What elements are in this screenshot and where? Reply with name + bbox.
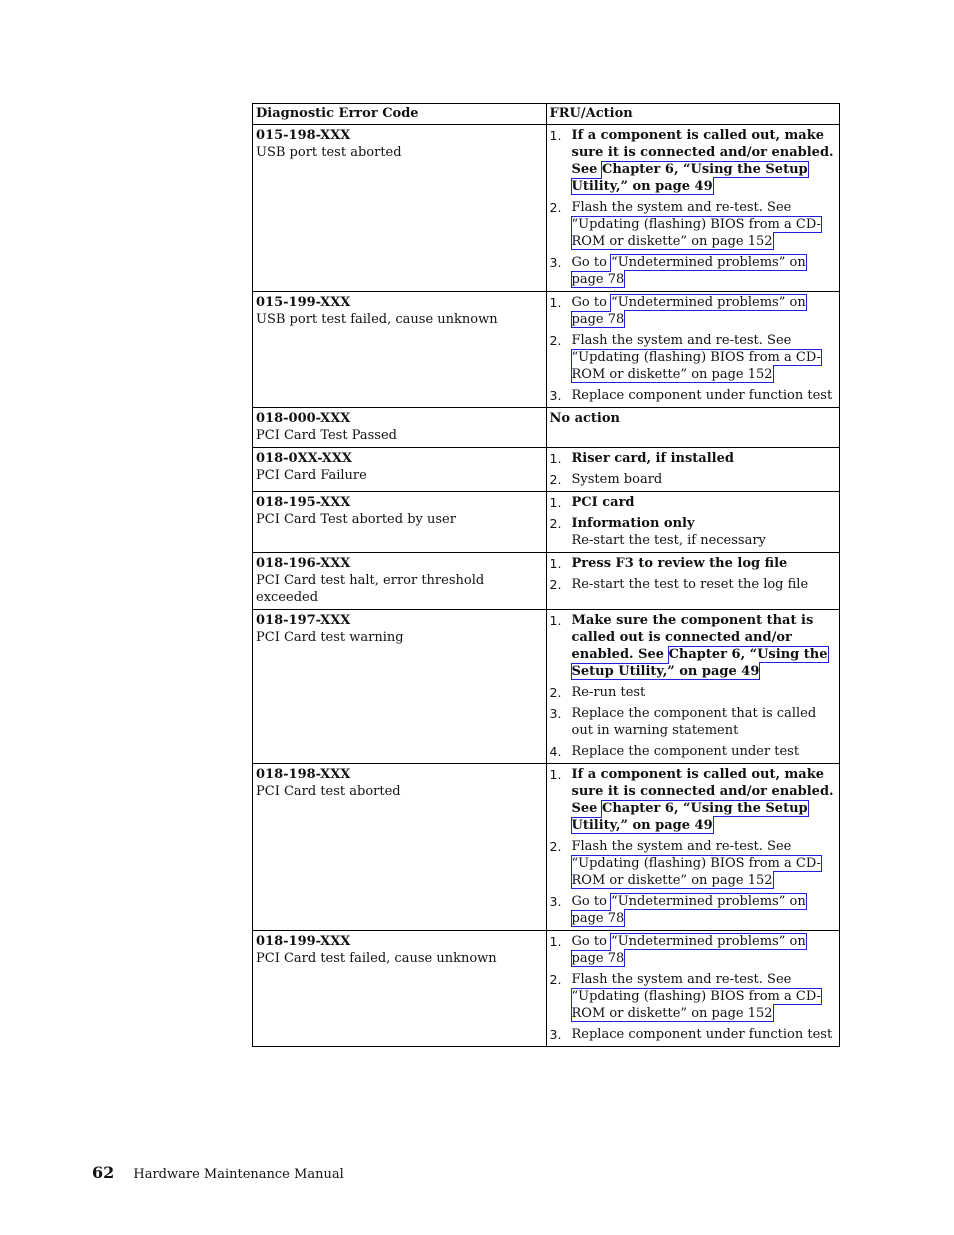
step-number: 2. — [549, 577, 562, 592]
fru-action-cell — [546, 448, 840, 492]
error-code-cell — [253, 125, 547, 292]
step-text: Re-start the test to reset the log file — [571, 577, 809, 592]
step-number: 1. — [549, 451, 562, 466]
step-number: 3. — [549, 1027, 562, 1042]
error-description: USB port test aborted — [256, 145, 402, 160]
cross-reference-link[interactable]: Chapter 6, “Using the Setup Utility,” on page 49 — [571, 647, 828, 679]
step-body — [572, 471, 837, 488]
fru-action-cell — [546, 492, 840, 553]
step-text: If a component is called out, make sure it is connected and/or enabled. See — [571, 128, 834, 177]
step-number: 1. — [549, 934, 562, 949]
step-text: Flash the system and re-test. See — [571, 333, 792, 348]
action-step — [550, 494, 837, 511]
step-text: Re-run test — [571, 685, 646, 700]
step-body — [572, 1026, 837, 1043]
table-row — [253, 448, 840, 492]
table-row — [253, 931, 840, 1047]
header-fru-action: FRU/Action — [546, 104, 840, 125]
step-body — [572, 199, 837, 250]
cross-reference-link[interactable]: “Undetermined problems” on page 78 — [571, 295, 806, 327]
action-step — [550, 766, 837, 834]
step-number: 1. — [549, 295, 562, 310]
step-number: 2. — [549, 972, 562, 987]
step-number: 1. — [549, 495, 562, 510]
error-code: 018-197-XXX — [256, 613, 351, 628]
action-steps-list — [550, 127, 837, 288]
step-number: 1. — [549, 556, 562, 571]
step-text: Flash the system and re-test. See — [571, 839, 792, 854]
action-step — [550, 893, 837, 927]
error-code-cell — [253, 553, 547, 610]
action-steps-list — [550, 933, 837, 1043]
step-body — [572, 332, 837, 383]
step-number: 2. — [549, 200, 562, 215]
table-row — [253, 553, 840, 610]
step-number: 1. — [549, 613, 562, 628]
step-body — [572, 387, 837, 404]
error-description: PCI Card test aborted — [256, 784, 401, 799]
action-steps-list — [550, 612, 837, 760]
step-number: 2. — [549, 839, 562, 854]
error-code-cell — [253, 408, 547, 448]
error-code-cell — [253, 292, 547, 408]
action-step — [550, 684, 837, 701]
table-row — [253, 125, 840, 292]
action-steps-list — [550, 450, 837, 488]
step-body — [572, 766, 837, 834]
step-text: Flash the system and re-test. See — [571, 200, 792, 215]
step-text: If a component is called out, make sure it is connected and/or enabled. See — [571, 767, 834, 816]
action-step — [550, 515, 837, 549]
table-row — [253, 492, 840, 553]
error-code: 015-198-XXX — [256, 128, 351, 143]
step-number: 2. — [549, 516, 562, 531]
error-code-cell — [253, 610, 547, 764]
step-number: 1. — [549, 128, 562, 143]
step-text: Go to — [571, 894, 607, 909]
action-step — [550, 254, 837, 288]
fru-action-cell — [546, 553, 840, 610]
action-step — [550, 576, 837, 593]
action-step — [550, 450, 837, 467]
step-body — [572, 515, 837, 549]
error-code: 018-198-XXX — [256, 767, 351, 782]
action-step — [550, 555, 837, 572]
cross-reference-link[interactable]: “Undetermined problems” on page 78 — [571, 934, 806, 966]
error-code-cell — [253, 492, 547, 553]
action-step — [550, 1026, 837, 1043]
action-steps-list — [550, 766, 837, 927]
error-code: 018-000-XXX — [256, 411, 351, 426]
action-steps-list — [550, 494, 837, 549]
step-number: 3. — [549, 894, 562, 909]
action-step — [550, 332, 837, 383]
step-body — [572, 450, 837, 467]
step-text: Go to — [571, 255, 607, 270]
fru-action-cell — [546, 408, 840, 448]
step-body — [572, 254, 837, 288]
step-subtext: Re-start the test, if necessary — [571, 533, 766, 548]
step-text: Go to — [571, 295, 607, 310]
header-error-code: Diagnostic Error Code — [253, 104, 547, 125]
fru-action-cell — [546, 610, 840, 764]
error-code: 018-0XX-XXX — [256, 451, 352, 466]
error-description: PCI Card Test Passed — [256, 428, 397, 443]
error-description: PCI Card test warning — [256, 630, 404, 645]
action-step — [550, 933, 837, 967]
error-code: 018-195-XXX — [256, 495, 351, 510]
fru-action-cell — [546, 931, 840, 1047]
step-text: Press F3 to review the log file — [571, 556, 788, 571]
step-number: 1. — [549, 767, 562, 782]
cross-reference-link[interactable]: “Updating (flashing) BIOS from a CD-ROM or diskette” on page 152 — [571, 350, 821, 382]
cross-reference-link[interactable]: “Undetermined problems” on page 78 — [571, 255, 806, 287]
step-text: Riser card, if installed — [571, 451, 734, 466]
action-step — [550, 838, 837, 889]
step-number: 2. — [549, 685, 562, 700]
step-text: Replace the component under test — [571, 744, 800, 759]
table-row — [253, 292, 840, 408]
step-text: Replace the component that is called out in warning statement — [571, 706, 817, 738]
action-step — [550, 387, 837, 404]
step-body — [572, 893, 837, 927]
error-code: 018-196-XXX — [256, 556, 351, 571]
cross-reference-link[interactable]: “Updating (flashing) BIOS from a CD-ROM or diskette” on page 152 — [571, 989, 821, 1021]
step-text: Make sure the component that is called out is connected and/or enabled. See — [571, 613, 814, 662]
step-number: 3. — [549, 388, 562, 403]
step-body — [572, 127, 837, 195]
step-text: Replace component under function test — [571, 1027, 833, 1042]
step-number: 3. — [549, 255, 562, 270]
error-description: USB port test failed, cause unknown — [256, 312, 498, 327]
step-text: Go to — [571, 934, 607, 949]
step-body — [572, 743, 837, 760]
fru-action-cell — [546, 292, 840, 408]
error-code-cell — [253, 448, 547, 492]
fru-action-cell — [546, 764, 840, 931]
step-body — [572, 494, 837, 511]
cross-reference-link[interactable]: “Updating (flashing) BIOS from a CD-ROM or diskette” on page 152 — [571, 217, 821, 249]
step-body — [572, 684, 837, 701]
action-steps-list — [550, 555, 837, 593]
error-code: 015-199-XXX — [256, 295, 351, 310]
table-row — [253, 408, 840, 448]
step-body — [572, 971, 837, 1022]
action-step — [550, 705, 837, 739]
step-body — [572, 576, 837, 593]
table-row — [253, 764, 840, 931]
error-description: PCI Card Failure — [256, 468, 367, 483]
page-footer — [92, 1163, 344, 1182]
error-description: PCI Card Test aborted by user — [256, 512, 456, 527]
step-body — [572, 838, 837, 889]
step-body — [572, 933, 837, 967]
error-code-cell — [253, 931, 547, 1047]
action-step — [550, 612, 837, 680]
error-code-cell — [253, 764, 547, 931]
step-number: 4. — [549, 744, 562, 759]
error-description: PCI Card test halt, error threshold exceeded — [256, 573, 485, 605]
table-body — [253, 125, 840, 1047]
action-text: No action — [549, 411, 620, 426]
action-steps-list — [550, 294, 837, 404]
fru-action-cell — [546, 125, 840, 292]
action-step — [550, 294, 837, 328]
step-text: Replace component under function test — [571, 388, 833, 403]
step-text: Flash the system and re-test. See — [571, 972, 792, 987]
action-step — [550, 127, 837, 195]
action-step — [550, 971, 837, 1022]
step-number: 2. — [549, 472, 562, 487]
step-text: Information only — [571, 516, 695, 531]
page-number: 62 — [92, 1163, 115, 1182]
cross-reference-link[interactable]: Chapter 6, “Using the Setup Utility,” on page 49 — [571, 162, 808, 194]
action-step — [550, 199, 837, 250]
action-step — [550, 471, 837, 488]
cross-reference-link[interactable]: “Updating (flashing) BIOS from a CD-ROM or diskette” on page 152 — [571, 856, 821, 888]
manual-title: Hardware Maintenance Manual — [133, 1167, 344, 1182]
step-number: 3. — [549, 706, 562, 721]
step-body — [572, 294, 837, 328]
step-body — [572, 705, 837, 739]
error-code: 018-199-XXX — [256, 934, 351, 949]
step-number: 2. — [549, 333, 562, 348]
diagnostic-error-table — [252, 103, 840, 1047]
cross-reference-link[interactable]: Chapter 6, “Using the Setup Utility,” on page 49 — [571, 801, 808, 833]
cross-reference-link[interactable]: “Undetermined problems” on page 78 — [571, 894, 806, 926]
step-body — [572, 555, 837, 572]
action-step — [550, 743, 837, 760]
step-body — [572, 612, 837, 680]
step-text: System board — [571, 472, 663, 487]
table-row — [253, 610, 840, 764]
table-header-row — [253, 104, 840, 125]
step-text: PCI card — [571, 495, 635, 510]
error-description: PCI Card test failed, cause unknown — [256, 951, 497, 966]
